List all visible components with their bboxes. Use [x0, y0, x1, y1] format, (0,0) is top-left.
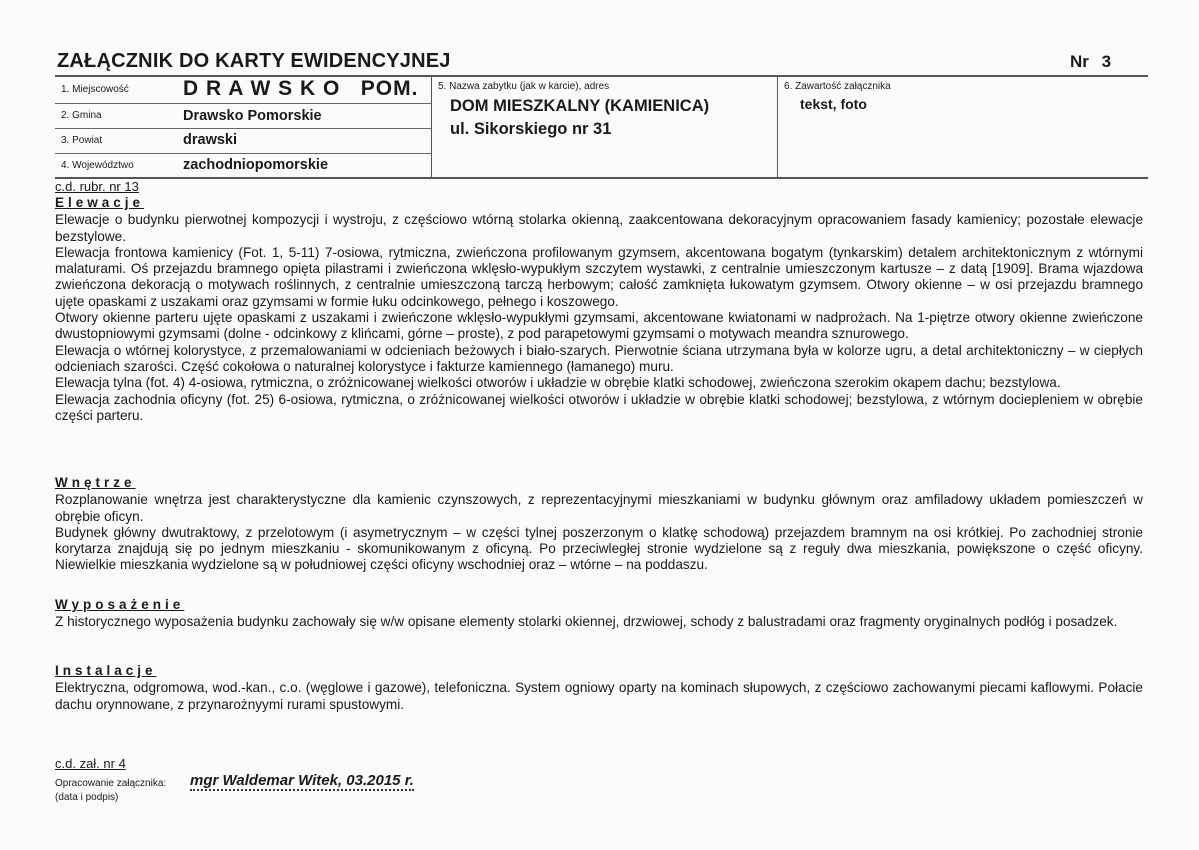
paragraph: Elewacje o budynku pierwotnej kompozycji i wystroju, z częściowo wtórną stolarka okienną, zaakcentowana dekoracyjnym opracowaniem fasady kamienicy; pozostałe elewacje bezstylowe.	[55, 212, 1143, 244]
row-locality	[55, 77, 431, 104]
row-voivodeship	[55, 153, 431, 177]
attachment-number: Nr 3	[1070, 52, 1112, 71]
date-sign-label: (data i podpis)	[55, 792, 119, 803]
row-commune	[55, 103, 431, 129]
paragraph: Elewacja o wtórnej kolorystyce, z przemalowaniami w odcieniach beżowych i biało-szarych. Pierwotnie ściana utrzymana była w kolorze ugru, a detal architektoniczny – w ciepłych odcieniach szarości. Część cokołowa o naturalnej kolorystyce i fakturze kamiennego (łamanego) muru.	[55, 342, 1143, 374]
section-furnishings	[55, 597, 1143, 631]
paragraph: Elewacja tylna (fot. 4) 4-osiowa, rytmiczna, o zróżnicowanej wielkości otworów i układzie w obrębie klatki schodowej, zwieńczona szerokim okapem dachu; bezstylowa.	[55, 375, 1061, 391]
monument-name: DOM MIESZKALNY (KAMIENICA)	[450, 97, 710, 115]
section-installations	[55, 663, 1143, 713]
voivodeship-value: zachodniopomorskie	[183, 157, 329, 173]
signature: mgr Waldemar Witek, 03.2015 r.	[190, 772, 414, 789]
commune-label: 2. Gmina	[61, 110, 102, 121]
section-interior	[55, 475, 1143, 574]
commune-value: Drawsko Pomorskie	[183, 108, 322, 124]
voivodeship-label: 4. Województwo	[61, 160, 134, 171]
content-column	[778, 77, 1148, 177]
paragraph: Z historycznego wyposażenia budynku zachowały się w/w opisane elementy stolarki okiennej, drzwiowej, schody z balustradami oraz fragmenty oryginalnych podłóg i posadzek.	[55, 614, 1118, 630]
monument-column	[432, 77, 778, 177]
footer-continuation: c.d. zał. nr 4	[55, 756, 126, 771]
paragraph: Otwory okienne parteru ujęte opaskami z uszakami i zwieńczone wklęsło-wypukłymi gzymsami, akcentowane kwiatonami w nadprożach. Na 1-piętrze otwory okienne zwieńczone dwustopniowymi gzymsami (dolne - odcinkowy z klińcami, górne – proste), z pod parapetowymi gzymsami o motywach meandra sznurowego.	[55, 310, 1143, 342]
content-label: 6. Zawartość załącznika	[784, 81, 891, 92]
county-value: drawski	[183, 132, 237, 148]
section-heading: Elewacje	[55, 195, 145, 210]
document-title: ZAŁĄCZNIK DO KARTY EWIDENCYJNEJ	[57, 50, 451, 72]
monument-label: 5. Nazwa zabytku (jak w karcie), adres	[438, 81, 610, 92]
section-heading: Instalacje	[55, 663, 157, 678]
header-table	[55, 75, 1148, 179]
paragraph: Elewacja zachodnia oficyny (fot. 25) 6-osiowa, rytmiczna, o zróżnicowanej wielkości otworów i układzie w obrębie klatki schodowej; bezstylowa, z wtórnym dociepleniem w obrębie części parteru.	[55, 391, 1143, 423]
locality-label: 1. Miejscowość	[61, 84, 129, 95]
paragraph: Elewacja frontowa kamienicy (Fot. 1, 5-11) 7-osiowa, rytmiczna, zwieńczona profilowanym gzymsem, akcentowana bogatym (tynkarskim) detalem architektonicznym z wtórnymi malaturami. Oś przejazdu bramnego opięta pilastrami i zwieńczona wklęsło-wypukłym szczytem wystawki, z centralnie umieszczonym kartusze – z datą [1909]. Brama wjazdowa zwieńczona dekoracją o motywach roślinnych, z centralnie umieszczoną tarczą herbowym; całość zamknięta łukowatym gzymsem. Otwory okienne – w osi przejazdu bramnego ujęte opaskami z uszakami oraz gzymsami w formie łuku odcinkowego, pełnego i koszowego.	[55, 244, 1143, 309]
location-column	[55, 77, 432, 177]
paragraph: Elektryczna, odgromowa, wod.-kan., c.o. (węglowe i gazowe), telefoniczna. System ogniowy oparty na kominach słupowych, z częściowo zachowanymi piecami kaflowymi. Połacie dachu orynnowane, z przynarożnyymi rurami spustowymi.	[55, 680, 1143, 712]
section-elevations	[55, 195, 1143, 424]
monument-address: ul. Sikorskiego nr 31	[450, 120, 612, 138]
prepared-label: Opracowanie załącznika:	[55, 778, 167, 789]
paragraph: Rozplanowanie wnętrza jest charakterystyczne dla kamienic czynszowych, z reprezentacyjnymi mieszkaniami w budynku głównym oraz amfiladowy układem pomieszczeń w obrębie oficyn.	[55, 492, 1143, 524]
row-county	[55, 128, 431, 154]
paragraph: Budynek główny dwutraktowy, z przelotowym (i asymetrycznym – w części tylnej poszerzonym o klatkę schodową) przejazdem bramnym na osi krótkiej. Po zachodniej stronie korytarza znajdują się po jednym mieszkaniu - skomunikowanym z oficyną. Po przeciwległej stronie wydzielone są z reguły dwa mieszkania, powiększone o część oficyny. Niewielkie mieszkania wydzielone są w południowej części oficyny wschodniej oraz – wtórne – na poddaszu.	[55, 524, 1143, 573]
section-heading: Wyposażenie	[55, 597, 185, 612]
continuation-note: c.d. rubr. nr 13	[55, 179, 139, 194]
locality-value: D R A W S K O POM.	[183, 77, 419, 100]
section-heading: Wnętrze	[55, 475, 136, 490]
county-label: 3. Powiat	[61, 135, 103, 146]
content-value: tekst, foto	[800, 96, 867, 112]
